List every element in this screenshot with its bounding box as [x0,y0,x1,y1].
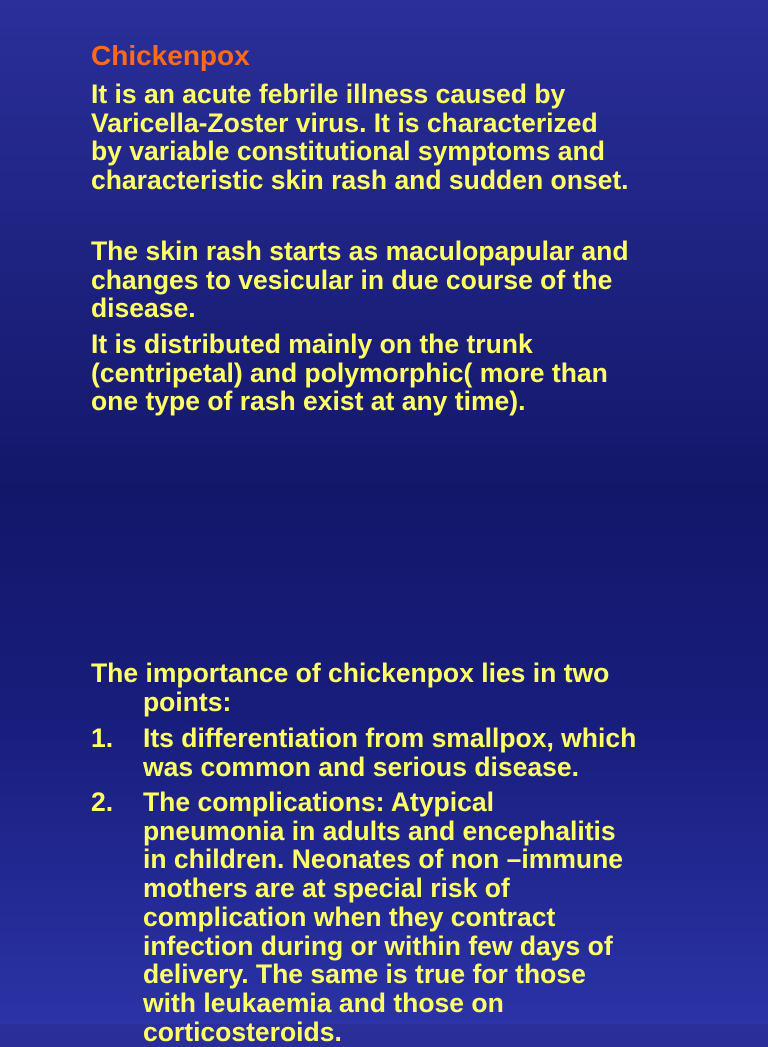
text-line: characteristic skin rash and sudden onset. [91,165,629,196]
text-line: The skin rash starts as maculopapular and [91,236,629,266]
text-line: pneumonia in adults and encephalitis [143,815,616,846]
text-line: mothers are at special risk of [143,873,510,904]
text-line: changes to vesicular in due course of the [91,264,613,295]
text-line: Its differentiation from smallpox, which [143,723,637,753]
text-line: delivery. The same is true for those [143,959,586,990]
text-line: complication when they contract [143,901,556,932]
text-line: by variable constitutional symptoms and [91,136,605,167]
text-line: Varicella-Zoster virus. It is characterized [91,107,598,138]
slide-title: Chickenpox [91,40,250,71]
text-line: points: [143,686,232,717]
text-line: The importance of chickenpox lies in two [91,658,610,688]
text-line: It is distributed mainly on the trunk [91,329,533,359]
text-line: corticosteroids. [143,1016,342,1047]
text-line: in children. Neonates of non –immune [143,844,624,875]
paragraph-importance-intro [91,659,609,716]
list-item-differentiation [91,724,636,781]
paragraph-definition [91,80,629,195]
text-line: infection during or within few days of [143,930,613,961]
text-line: was common and serious disease. [143,751,579,782]
list-number: 2. [91,787,114,817]
paragraph-rash-progression [91,237,629,323]
numbered-list-item [91,788,623,1046]
list-item-body [91,788,623,1046]
paragraph-rash-distribution [91,330,608,416]
list-number: 1. [91,723,114,753]
text-line: It is an acute febrile illness caused by [91,79,566,109]
text-line: one type of rash exist at any time). [91,386,526,417]
list-item-complications [91,788,623,1046]
list-item-body [91,724,636,781]
text-line: disease. [91,293,196,324]
text-line: The complications: Atypical [143,787,494,817]
text-line: (centripetal) and polymorphic( more than [91,357,608,388]
text-line: with leukaemia and those on [143,987,504,1018]
numbered-list-item [91,724,636,781]
